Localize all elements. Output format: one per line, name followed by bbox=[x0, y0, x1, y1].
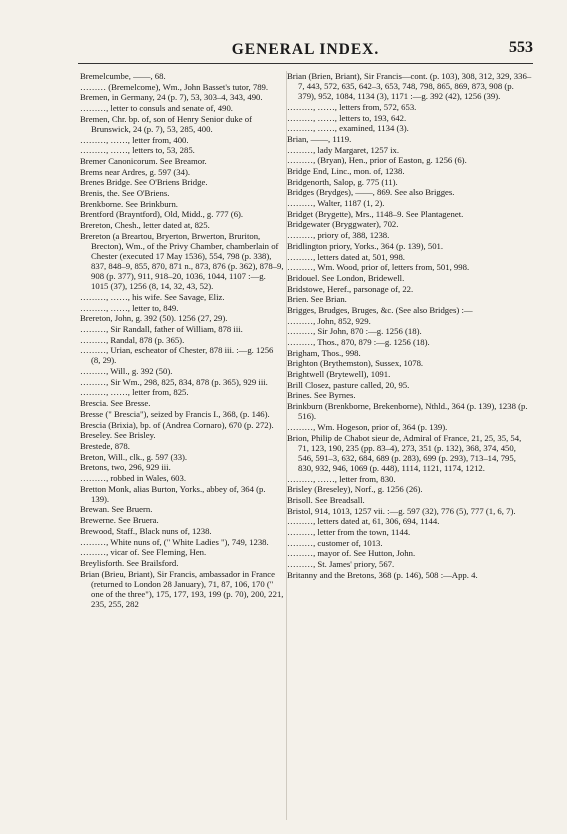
index-entry: ………, letter to consuls and senate of, 490. bbox=[80, 103, 233, 114]
index-entry: ………, Sir John, 870 :—g. 1256 (18). bbox=[287, 326, 422, 337]
index-entry: ………, John, 852, 929. bbox=[287, 315, 371, 326]
index-entry: Brentford (Brayntford), Old, Midd., g. 777 (6). bbox=[80, 209, 244, 220]
index-entry: ………, vicar of. See Fleming, Hen. bbox=[80, 547, 207, 558]
index-entry: ………, Randal, 878 (p. 365). bbox=[80, 334, 185, 345]
index-entry: Bretons, two, 296, 929 iii. bbox=[80, 462, 171, 473]
index-entry: Bremelcumbe, ——, 68. bbox=[80, 71, 166, 81]
index-entry: Bridgewater (Bryggwater), 702. bbox=[287, 219, 399, 230]
index-entry: ………, letters dated at, 61, 306, 694, 1144. bbox=[287, 516, 440, 527]
index-entry: ………, lady Margaret, 1257 ix. bbox=[287, 144, 400, 155]
index-entry: Brescia. See Bresse. bbox=[80, 398, 151, 409]
index-entry: Brigges, Brudges, Bruges, &c. (See also Bridges) :— bbox=[287, 304, 473, 315]
index-entry: ………, letters dated at, 501, 998. bbox=[287, 251, 405, 262]
index-entry: ………, Will., g. 392 (50). bbox=[80, 366, 173, 377]
page-header bbox=[78, 38, 533, 62]
index-entry: Bridgenorth, Salop, g. 775 (11). bbox=[287, 176, 398, 187]
index-column-left bbox=[80, 71, 284, 610]
index-entry: Brewood, Staff., Black nuns of, 1238. bbox=[80, 525, 212, 536]
index-entry: Brescia (Brixia), bp. of (Andrea Cornaro), 670 (p. 272). bbox=[80, 419, 274, 430]
index-entry: ………, ……, letters to, 53, 285. bbox=[80, 145, 195, 156]
index-entry: Brenkborne. See Brinkburn. bbox=[80, 198, 178, 209]
index-entry: Breseley. See Brisley. bbox=[80, 430, 156, 441]
index-entry: Brewerne. See Bruera. bbox=[80, 515, 159, 526]
index-entry: ………, ……, letter to, 849. bbox=[80, 302, 179, 313]
index-entry: Brisoll. See Breadsall. bbox=[287, 494, 365, 505]
index-entry: ………, Sir Randall, father of William, 878 iii. bbox=[80, 323, 243, 334]
index-entry: Brian (Brien, Briant), Sir Francis—cont. (p. 103), 308, 312, 329, 336–7, 443, 572, 635, 642–3, 653, 748, 798, 865, 869, 873, 908 (p. 379), 952, 1084, 1134 (3), 1171 :—g. 392 (42), 1256 (39). bbox=[287, 71, 532, 102]
index-entry: Brewan. See Bruern. bbox=[80, 504, 153, 515]
index-entry: Bremen, in Germany, 24 (p. 7), 53, 303–4, 343, 490. bbox=[80, 92, 263, 103]
index-entry: ……… (Bremelcome), Wm., John Basset's tutor, 789. bbox=[80, 81, 269, 92]
index-entry: ………, Wm. Wood, prior of, letters from, 501, 998. bbox=[287, 262, 470, 273]
index-entry: Brisley (Breseley), Norf., g. 1256 (26). bbox=[287, 484, 423, 495]
index-entry: Brion, Philip de Chabot sieur de, Admiral of France, 21, 25, 35, 54, 71, 123, 190, 235 (pp. 83–4), 273, 351 (p. 132), 368, 374, 450, 546, 591–3, 632, 684, 689 (p. 283), 699 (p. 293), 713–14, 795, 830, 932, 946, 1069 (p. 448), 1114, 1121, 1174, 1212. bbox=[287, 432, 522, 473]
index-entry: ………, ……, his wife. See Savage, Eliz. bbox=[80, 291, 225, 302]
index-entry: Brinkburn (Brenkborne, Brekenborne), Nthld., 364 (p. 139), 1238 (p. 516). bbox=[287, 401, 528, 422]
index-entry: Brighton (Brythemston), Sussex, 1078. bbox=[287, 358, 424, 369]
index-entry: ………, letter from the town, 1144. bbox=[287, 527, 411, 537]
index-entry: ………, ……, letter from, 400. bbox=[80, 134, 189, 145]
index-entry: Brightwell (Brytewell), 1091. bbox=[287, 369, 391, 380]
index-entry: ………, ……, letter from, 830. bbox=[287, 473, 396, 484]
index-entry: Brems near Ardres, g. 597 (34). bbox=[80, 166, 191, 177]
index-entry: Breton, Will., clk., g. 597 (33). bbox=[80, 451, 188, 462]
index-entry: Bridge End, Linc., mon. of, 1238. bbox=[287, 166, 405, 176]
index-entry: ………, mayor of. See Hutton, John. bbox=[287, 548, 416, 559]
index-entry: Brenis, the. See O'Briens. bbox=[80, 187, 170, 198]
index-entry: Britanny and the Bretons, 368 (p. 146), 508 :—App. 4. bbox=[287, 569, 478, 580]
index-entry: Brereton, Chesh., letter dated at, 825. bbox=[80, 220, 210, 231]
index-column-right bbox=[287, 71, 533, 580]
index-entry: Bremen, Chr. bp. of, son of Henry Senior duke of Brunswick, 24 (p. 7), 53, 285, 400. bbox=[80, 113, 253, 134]
index-entry: Brigham, Thos., 998. bbox=[287, 347, 361, 358]
index-entry: Brenes Bridge. See O'Briens Bridge. bbox=[80, 177, 208, 188]
index-entry: Brestede, 878. bbox=[80, 440, 130, 451]
index-entry: Bremer Canonicorum. See Breamor. bbox=[80, 155, 207, 166]
index-entry: ………, White nuns of, (" White Ladies "), 749, 1238. bbox=[80, 536, 269, 547]
index-entry: ………, (Bryan), Hen., prior of Easton, g. 1256 (6). bbox=[287, 155, 467, 166]
index-entry: Bresse (" Brescia"), seized by Francis I., 368, (p. 146). bbox=[80, 408, 270, 419]
index-entry: Brian, ——, 1119. bbox=[287, 133, 352, 144]
index-entry: ………, Sir Wm., 298, 825, 834, 878 (p. 365), 929 iii. bbox=[80, 376, 268, 387]
index-entry: ………, customer of, 1013. bbox=[287, 537, 383, 548]
index-entry: Bristol, 914, 1013, 1257 vii. :—g. 597 (32), 776 (5), 777 (1, 6, 7). bbox=[287, 505, 516, 516]
index-entry: Bridstowe, Heref., parsonage of, 22. bbox=[287, 283, 414, 294]
index-entry: Bridges (Brydges), ——, 869. See also Brigges. bbox=[287, 187, 455, 198]
index-entry: Brereton, John, g. 392 (50). 1256 (27, 29). bbox=[80, 313, 228, 324]
index-entry: Brereton (a Breartou, Bryerton, Brwerton, Bruriton, Brecton), Wm., of the Privy Chamber, chamberlain of Chester (executed 17 May 1536), 554, 798 (p. 338), 837, 848–9, 855, 870, 871 n., 873, 876 (p. 362), 878–9, 908 (p. 377), 911, 918–20, 1036, 1044, 1107 :—g. 1015 (37), 1256 (8, 14, 32, 43, 52). bbox=[80, 230, 284, 292]
index-entry: Bridget (Brygette), Mrs., 1148–9. See Plantagenet. bbox=[287, 208, 464, 219]
header-rule bbox=[78, 63, 533, 64]
index-entry: Bridlington priory, Yorks., 364 (p. 139), 501. bbox=[287, 240, 444, 251]
index-entry: ………, Walter, 1187 (1, 2). bbox=[287, 198, 385, 209]
index-entry: ………, ……, letters to, 193, 642. bbox=[287, 112, 407, 123]
running-title: GENERAL INDEX. bbox=[231, 41, 380, 58]
page-number: 553 bbox=[509, 39, 533, 56]
index-entry: ………, robbed in Wales, 603. bbox=[80, 472, 187, 483]
index-entry: ………, priory of, 388, 1238. bbox=[287, 230, 390, 241]
index-entry: ………, ……, examined, 1134 (3). bbox=[287, 123, 409, 134]
index-entry: Brian (Brieu, Briant), Sir Francis, ambassador in France (returned to London 28 January), 71, 87, 106, 170 (" one of the three"), 175, 177, 193, 199 (p. 70), 200, 221, 235, 255, 282 bbox=[80, 568, 284, 609]
index-entry: Brines. See Byrnes. bbox=[287, 390, 356, 401]
index-entry: Brill Closez, pasture called, 20, 95. bbox=[287, 379, 410, 390]
index-entry: ………, ……, letters from, 572, 653. bbox=[287, 101, 417, 112]
index-entry: Brien. See Brian. bbox=[287, 294, 347, 305]
index-entry: ………, Urian, escheator of Chester, 878 iii. :—g. 1256 (8, 29). bbox=[80, 345, 274, 366]
index-entry: Bridouel. See London, Bridewell. bbox=[287, 272, 405, 283]
index-entry: ………, ……, letter from, 825. bbox=[80, 387, 189, 398]
index-entry: Bretton Monk, alias Burton, Yorks., abbey of, 364 (p. 139). bbox=[80, 483, 266, 504]
index-entry: ………, Wm. Hogeson, prior of, 364 (p. 139). bbox=[287, 421, 448, 432]
index-entry: ………, Thos., 870, 879 :—g. 1256 (18). bbox=[287, 337, 430, 347]
index-entry: ………, St. James' priory, 567. bbox=[287, 559, 395, 570]
index-entry: Breylisforth. See Brailsford. bbox=[80, 557, 179, 568]
